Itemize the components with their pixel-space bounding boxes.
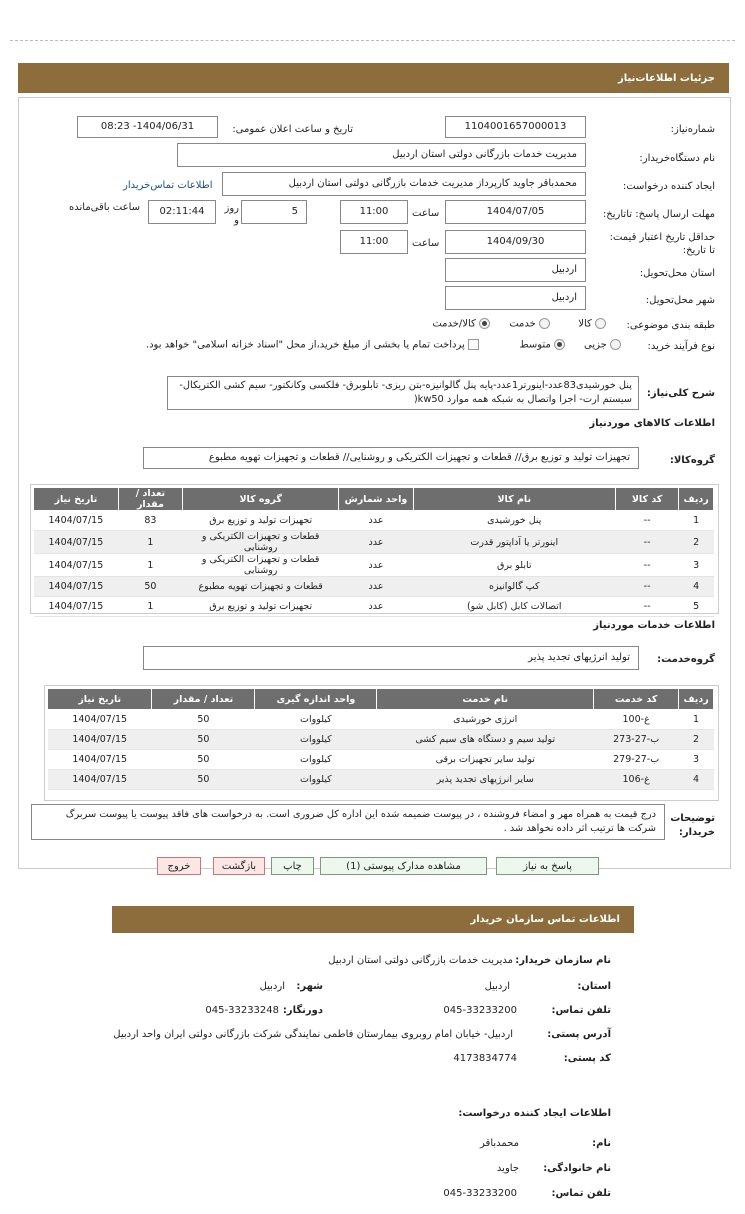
radio-selected-icon[interactable] [554,339,565,350]
announce-field[interactable]: 1404/06/31- 08:23 [77,116,218,138]
goods-table-cell: 1404/07/15 [34,531,119,554]
goods-column-header: تعداد / مقدار [118,488,182,511]
goods-table-row[interactable] [34,511,714,531]
reply-time-field[interactable]: 11:00 [340,200,408,224]
goods-table-cell: تجهیزات تولید و توزیع برق [183,597,339,617]
services-table-cell: سایر انرژیهای تجدید پذیر [377,770,594,790]
back-button[interactable]: بازگشت [213,857,265,875]
process-label: نوع فرآیند خرید: [647,341,715,352]
goods-table-cell: عدد [339,597,413,617]
goods-table-cell: عدد [339,531,413,554]
services-table-cell: 2 [679,730,714,750]
services-section-title: اطلاعات خدمات موردنیاز [593,620,715,631]
contact-header [112,906,634,933]
process-option-medium[interactable]: متوسط [519,339,565,351]
creator-field[interactable]: محمدباقر جاوید کارپرداز مدیریت خدمات بازرگانی دولتی استان اردبیل [222,172,586,196]
goods-table-cell: -- [615,554,678,577]
reply-date-field[interactable]: 1404/07/05 [445,200,586,224]
goods-table [33,487,714,617]
radio-selected-icon[interactable] [479,318,490,329]
radio-icon[interactable] [610,339,621,350]
goods-table-cell: تجهیزات تولید و توزیع برق [183,511,339,531]
services-table-cell: 50 [152,750,255,770]
contact-province-value: اردبیل [484,981,510,992]
services-table-cell: غ-100 [594,710,679,730]
services-table-cell: کیلووات [255,750,377,770]
goods-table-cell: 2 [679,531,714,554]
goods-table-cell: قطعات و تجهیزات الکتریکی و روشنایی [183,554,339,577]
services-table-cell: غ-106 [594,770,679,790]
services-table-cell: 1404/07/15 [48,770,152,790]
goods-table-cell: تابلو برق [413,554,615,577]
creator-phone-label: تلفن تماس: [551,1188,611,1199]
buyer-contact-link[interactable]: اطلاعات تماس‌خریدار [123,180,213,191]
goods-table-row[interactable] [34,597,714,617]
validity-time-field[interactable]: 11:00 [340,230,408,254]
category-option-service[interactable]: خدمت [509,318,550,330]
contact-address-label: آدرس پستی: [547,1029,611,1040]
creator-last-name-label: نام خانوادگی: [543,1163,611,1174]
services-table-cell: کیلووات [255,770,377,790]
contact-address-value: اردبیل- خیابان امام روبروی بیمارستان فاطمی نمایندگی شرکت بازرگانی دولتی ایران واحد اردبیل [113,1029,513,1040]
reply-time-label: ساعت [412,208,440,219]
services-column-header: ردیف [679,689,714,710]
contact-org-label: نام سازمان خریدار: [515,955,611,966]
goods-table-cell: 1 [118,531,182,554]
goods-table-cell: قطعات و تجهیزات الکتریکی و روشنایی [183,531,339,554]
contact-phone-label: تلفن تماس: [551,1005,611,1016]
services-table-cell: تولید سیم و دستگاه های سیم کشی [377,730,594,750]
checkbox-icon[interactable] [468,339,479,350]
goods-table-cell: عدد [339,511,413,531]
goods-table-cell: -- [615,531,678,554]
services-table-row[interactable] [48,730,714,750]
goods-section-title: اطلاعات کالاهای موردنیاز [589,418,715,429]
services-table-cell: انرژی خورشیدی [377,710,594,730]
services-table-cell: ب-27-273 [594,730,679,750]
remaining-label: ساعت باقی‌مانده [69,202,141,213]
validity-date-field[interactable]: 1404/09/30 [445,230,586,254]
reply-button[interactable]: پاسخ به نیاز [496,857,599,875]
remaining-field[interactable]: 02:11:44 [148,200,216,224]
goods-table-cell: پنل خورشیدی [413,511,615,531]
validity-label: حداقل تاریخ اعتبار قیمت: تا تاریخ: [609,232,715,256]
creator-info-title: اطلاعات ایجاد کننده درخواست: [458,1108,611,1119]
contact-postal-value: 4173834774 [453,1053,517,1064]
goods-table-cell: 3 [679,554,714,577]
services-table-cell: تولید سایر تجهیزات برقی [377,750,594,770]
process-option-minor[interactable]: جزیی [584,339,621,351]
services-column-header: نام خدمت [377,689,594,710]
category-option-goods[interactable]: کالا [578,318,606,330]
details-header [18,63,729,93]
goods-table-cell: 5 [679,597,714,617]
services-table-cell: 1404/07/15 [48,710,152,730]
goods-table-cell: 50 [118,577,182,597]
contact-city-value: اردبیل [259,981,285,992]
services-table-cell: 1404/07/15 [48,730,152,750]
radio-icon[interactable] [595,318,606,329]
goods-column-header: تاریخ نیاز [34,488,119,511]
category-option-goods-service[interactable]: کالا/خدمت [432,318,490,330]
view-attachments-button[interactable]: مشاهده مدارک پیوستی (1) [320,857,487,875]
goods-column-header: ردیف [679,488,714,511]
goods-column-header: نام کالا [413,488,615,511]
exit-button[interactable]: خروج [157,857,201,875]
services-table-cell: 50 [152,770,255,790]
services-table-row[interactable] [48,770,714,790]
services-column-header: واحد اندازه گیری [255,689,377,710]
services-table-cell: 4 [679,770,714,790]
goods-table-cell: 1404/07/15 [34,597,119,617]
province-field[interactable]: اردبیل [445,258,586,282]
services-table-cell: کیلووات [255,710,377,730]
province-label: استان محل‌تحویل: [639,268,715,279]
announce-label: تاریخ و ساعت اعلان عمومی: [232,124,353,135]
reply-deadline-label: مهلت ارسال پاسخ: تاتاریخ: [602,209,715,220]
days-field[interactable]: 5 [241,200,307,224]
city-label: شهر محل‌تحویل: [645,295,715,306]
services-table-cell: 50 [152,730,255,750]
goods-table-cell: 1 [118,554,182,577]
creator-phone-value: 045-33233200 [443,1188,517,1199]
buyer-notes-label: توضیحات خریدار: [670,813,715,838]
buyer-org-field[interactable]: مدیریت خدمات بازرگانی دولتی استان اردبیل [177,143,586,167]
goods-table-cell: 1404/07/15 [34,554,119,577]
validity-time-label: ساعت [412,238,440,249]
goods-table-cell: -- [615,511,678,531]
goods-table-cell: اتصالات کابل (کابل شو) [413,597,615,617]
details-header-title: جزئیات اطلاعات‌نیاز [618,73,715,84]
services-table-cell: 1 [679,710,714,730]
goods-table-row[interactable] [34,577,714,597]
contact-phone-value: 045-33233200 [443,1005,517,1016]
services-table-cell: ب-27-279 [594,750,679,770]
creator-last-name-value: جاوید [496,1163,519,1174]
goods-table-cell: کپ گالوانیزه [413,577,615,597]
summary-label: شرح کلی‌نیاز: [646,388,715,399]
services-table-cell: کیلووات [255,730,377,750]
goods-table-cell: 83 [118,511,182,531]
services-column-header: تاریخ نیاز [48,689,152,710]
contact-fax-value: 045-33233248 [205,1005,279,1016]
services-table-row[interactable] [48,750,714,770]
goods-table-cell: -- [615,577,678,597]
goods-group-field: تجهیزات تولید و توزیع برق// قطعات و تجهیزات الکتریکی و روشنایی// قطعات و تجهیزات تهویه مطبوع [143,447,639,469]
creator-label: ایجاد کننده درخواست: [622,181,715,192]
payment-treasury-checkbox[interactable]: پرداخت تمام یا بخشی از مبلغ خرید،از محل "اسناد خزانه اسلامی" خواهد بود. [146,339,479,351]
goods-table-cell: اینورتر یا آداپتور قدرت [413,531,615,554]
contact-org-value: مدیریت خدمات بازرگانی دولتی استان اردبیل [328,955,513,966]
services-group-field: تولید انرژیهای تجدید پذیر [143,646,639,670]
contact-province-label: استان: [577,981,611,992]
contact-city-label: شهر: [296,981,323,992]
services-table-cell: 1404/07/15 [48,750,152,770]
print-button[interactable]: چاپ [271,857,314,875]
radio-icon[interactable] [539,318,550,329]
summary-text: پنل خورشیدی83عدد-اینورتر1عدد-پایه پنل گالوانیزه-بتن ریزی- تابلوبرق- فلکسی وکانکتور- سیم کشی الکتریکال- سیستم ارت- اجرا واتصال به شبکه همه موارد kw50( [167,376,639,410]
buyer-org-label: نام دستگاه‌خریدار: [639,153,715,164]
goods-table-row[interactable] [34,554,714,577]
contact-fax-label: دورنگار: [282,1005,323,1016]
goods-table-cell: عدد [339,577,413,597]
goods-table-cell: عدد [339,554,413,577]
services-table-cell: 50 [152,710,255,730]
buyer-notes-text: درج قیمت به همراه مهر و امضاء فروشنده ، در پیوست ضمیمه شده این اداره کل ضروری است. به درخواست های فاقد پیوست یا پیوست سربرگ شرکت ها ترتیب اثر داده نخواهد شد . [31,804,665,840]
need-number-field[interactable]: 1104001657000013 [445,116,586,138]
goods-column-header: گروه کالا [183,488,339,511]
services-table-row[interactable] [48,710,714,730]
goods-table-cell: 1404/07/15 [34,577,119,597]
goods-column-header: واحد شمارش [339,488,413,511]
goods-table-cell: 1404/07/15 [34,511,119,531]
services-column-header: کد خدمت [594,689,679,710]
services-column-header: تعداد / مقدار [152,689,255,710]
goods-table-cell: 1 [118,597,182,617]
goods-table-cell: -- [615,597,678,617]
contact-header-title: اطلاعات تماس سازمان خریدار [470,914,620,925]
services-group-label: گروه‌خدمت: [657,654,715,665]
city-field[interactable]: اردبیل [445,286,586,310]
category-label: طبقه بندی موضوعی: [626,320,715,331]
goods-table-row[interactable] [34,531,714,554]
goods-table-cell: 4 [679,577,714,597]
need-number-label: شماره‌نیاز: [670,124,715,135]
creator-first-name-label: نام: [592,1138,611,1149]
top-divider [10,40,735,41]
goods-table-cell: قطعات و تجهیزات تهویه مطبوع [183,577,339,597]
contact-postal-label: کد پستی: [563,1053,611,1064]
goods-group-label: گروه‌کالا: [669,455,715,466]
creator-first-name-value: محمدباقر [480,1138,519,1149]
days-label: روز و [224,203,239,226]
services-table [47,688,714,790]
goods-column-header: کد کالا [615,488,678,511]
services-table-cell: 3 [679,750,714,770]
goods-table-cell: 1 [679,511,714,531]
